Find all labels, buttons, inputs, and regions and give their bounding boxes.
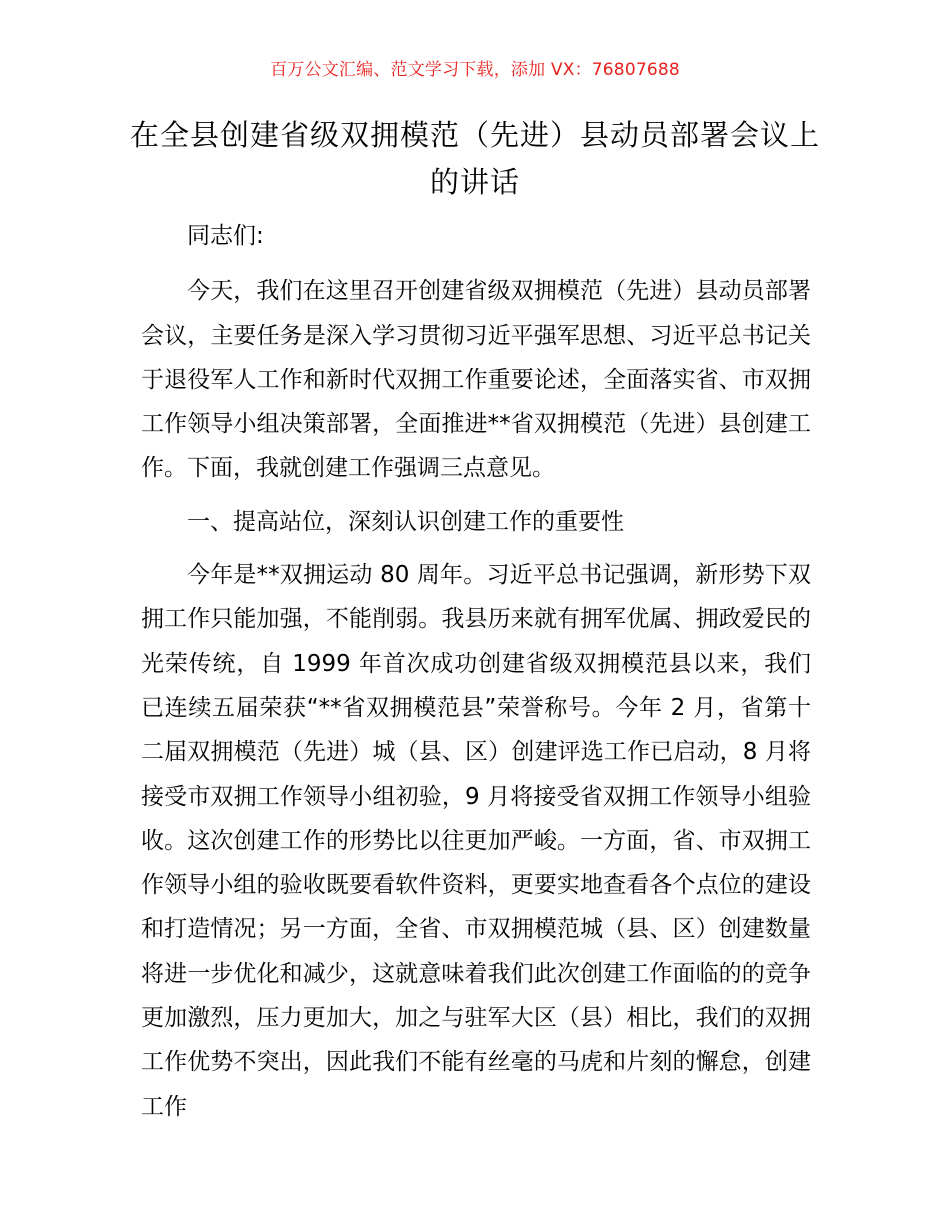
salutation: 同志们: bbox=[187, 223, 264, 249]
paragraph-intro: 今天，我们在这里召开创建省级双拥模范（先进）县动员部署会议，主要任务是深入学习贯彻习近平强军思想、习近平总书记关于退役军人工作和新时代双拥工作重要论述，全面落实省、市双拥工作领导小组决策部署，全面推进**省双拥模范（先进）县创建工作。下面，我就创建工作强调三点意见。 bbox=[141, 278, 811, 482]
paragraph-section-1: 今年是**双拥运动 80 周年。习近平总书记强调，新形势下双拥工作只能加强，不能削弱。我县历来就有拥军优属、拥政爱民的光荣传统，自 1999 年首次成功创建省级双拥模范县以来，我们已连续五届荣获“**省双拥模范县”荣誉称号。今年 2 月，省第十二届双拥模范（先进）城（县、区）创建评选工作已启动，8 月将接受市双拥工作领导小组初验，9 月将接受省双拥工作领导小组验收。这次创建工作的形势比以往更加严峻。一方面，省、市双拥工作领导小组的验收既要看软件资料，更要实地查看各个点位的建设和打造情况；另一方面，全省、市双拥模范城（县、区）创建数量将进一步优化和减少，这就意味着我们此次创建工作面临的的竞争更加激烈，压力更加大，加之与驻军大区（县）相比，我们的双拥工作优势不突出，因此我们不能有丝毫的马虎和片刻的懈怠，创建工作 bbox=[141, 562, 811, 1120]
section-heading-1: 一、提高站位，深刻认识创建工作的重要性 bbox=[187, 508, 624, 535]
document-body bbox=[141, 214, 811, 1130]
document-title: 在全县创建省级双拥模范（先进）县动员部署会议上的讲话 bbox=[129, 118, 820, 199]
header-watermark: 百万公文汇编、范文学习下载，添加 VX：76807688 bbox=[270, 60, 680, 80]
